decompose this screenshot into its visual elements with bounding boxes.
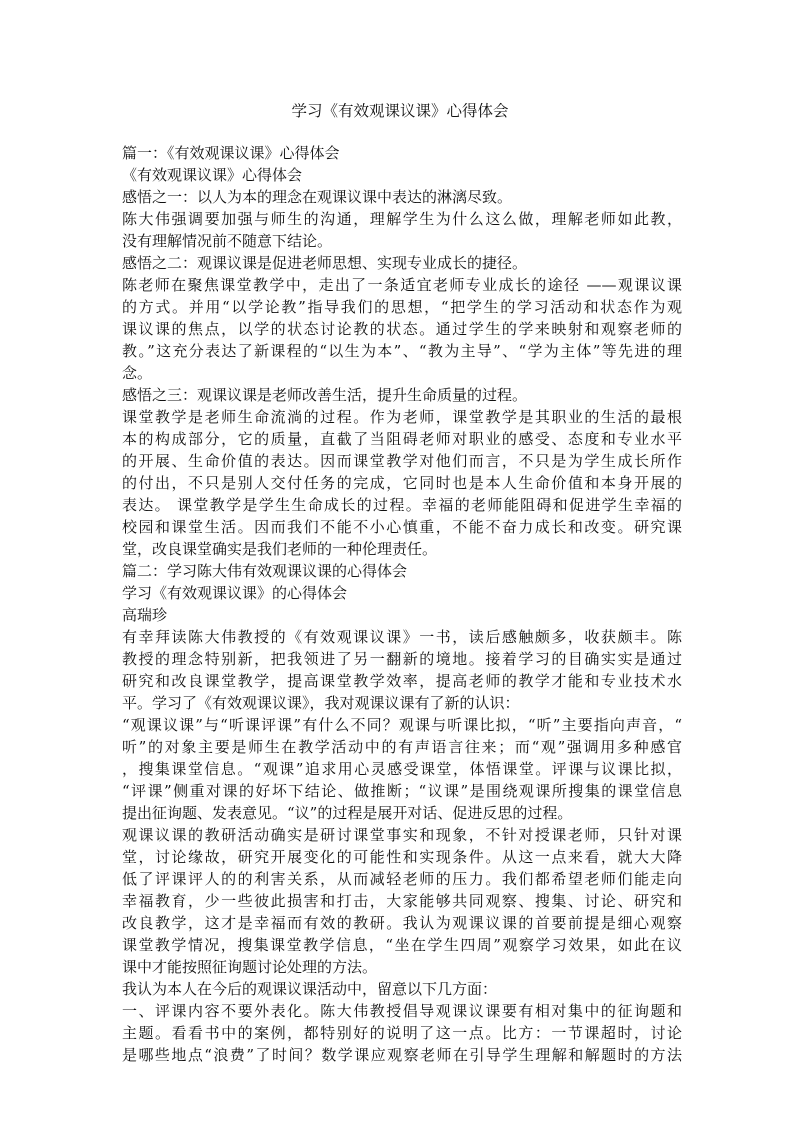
paragraph-line: 课中才能按照征询题讨论处理的方法。 (122, 958, 378, 976)
paragraph-line: 研究和改良课堂教学，提高课堂教学效率，提高老师的教学才能和专业技术水 (122, 672, 682, 690)
paragraph-line: 一、评课内容不要外表化。陈大伟教授倡导观课议课要有相对集中的征询题和 (122, 1002, 682, 1020)
document-body (122, 142, 682, 1066)
heading-part-one: 篇一：《有效观课议课》心得体会 (122, 144, 340, 162)
paragraph-line: 的付出，不只是别人交付任务的完成，它同时也是本人生命价值和本身开展的 (122, 474, 682, 492)
paragraph-line: 校园和课堂生活。因而我们不能不小心慎重，不能不奋力成长和改变。研究课 (122, 518, 682, 536)
paragraph-line: 念。 (122, 364, 153, 382)
paragraph-line: 课堂教学情况，搜集课堂教学信息，“坐在学生四周”观察学习效果，如此在议 (122, 936, 682, 954)
paragraph-line: 听”的对象主要是师生在教学活动中的有声语言往来；而“观”强调用多种感官 (122, 738, 682, 756)
paragraph-line: 的开展、生命价值的表达。因而课堂教学对他们而言，不只是为学生成长所作 (122, 452, 682, 470)
paragraph-line: 平。学习了《有效观课议课》，我对观课议课有了新的认识： (122, 694, 520, 712)
paragraph-line: 堂，改良课堂确实是我们老师的一种伦理责任。 (122, 540, 438, 558)
paragraph-line: 幸福教育，少一些彼此损害和打击，大家能够共同观察、搜集、讨论、研究和 (122, 892, 682, 910)
paragraph-line: ，搜集课堂信息。“观课”追求用心灵感受课堂，体悟课堂。评课与议课比拟， (122, 760, 682, 778)
paragraph-line: 课议课的焦点，以学的状态讨论教的状态。通过学生的学来映射和观察老师的 (122, 320, 682, 338)
paragraph-line: 感悟之二：观课议课是促进老师思想、实现专业成长的捷径。 (122, 254, 528, 272)
subtitle-part-one: 《有效观课议课》心得体会 (122, 166, 303, 184)
heading-part-two: 篇二：学习陈大伟有效观课议课的心得体会 (122, 562, 408, 580)
paragraph-line: 观课议课的教研活动确实是研讨课堂事实和现象，不针对授课老师，只针对课 (122, 826, 682, 844)
paragraph-line: 主题。看看书中的案例，都特别好的说明了这一点。比方：一节课超时，讨论 (122, 1024, 682, 1042)
paragraph-line: 本的构成部分，它的质量，直截了当阻碍老师对职业的感受、态度和专业水平 (122, 430, 682, 448)
paragraph-line: 我认为本人在今后的观课议课活动中，留意以下几方面： (122, 980, 498, 998)
document-title: 学习《有效观课议课》心得体会 (291, 102, 509, 120)
paragraph-line: 是哪些地点“浪费”了时间？数学课应观察老师在引导学生理解和解题时的方法 (122, 1046, 682, 1064)
paragraph-line: 课堂教学是老师生命流淌的过程。作为老师，课堂教学是其职业的生活的最根 (122, 408, 682, 426)
paragraph-line: 陈老师在聚焦课堂教学中，走出了一条适宜老师专业成长的途径 ——观课议课 (122, 276, 682, 294)
paragraph-line: 堂，讨论缘故，研究开展变化的可能性和实现条件。从这一点来看，就大大降 (122, 848, 682, 866)
paragraph-line: 感悟之三：观课议课是老师改善生活，提升生命质量的过程。 (122, 386, 528, 404)
paragraph-line: 没有理解情况前不随意下结论。 (122, 232, 333, 250)
paragraph-line: 有幸拜读陈大伟教授的《有效观课议课》一书，读后感触颇多，收获颇丰。陈 (122, 628, 682, 646)
paragraph-line: 低了评课评人的的利害关系，从而减轻老师的压力。我们都希望老师们能走向 (122, 870, 682, 888)
paragraph-line: 陈大伟强调要加强与师生的沟通，理解学生为什么这么做，理解老师如此教， (122, 210, 682, 228)
paragraph-line: 教。”这充分表达了新课程的“以生为本”、“教为主导”、“学为主体”等先进的理 (122, 342, 682, 360)
paragraph-line: 提出征询题、发表意见。“议”的过程是展开对话、促进反思的过程。 (122, 804, 573, 822)
author-name: 高瑞珍 (122, 606, 168, 624)
paragraph-line: 教授的理念特别新，把我领进了另一翻新的境地。接着学习的目确实实是通过 (122, 650, 682, 668)
paragraph-line: 改良教学，这才是幸福而有效的教研。我认为观课议课的首要前提是细心观察 (122, 914, 682, 932)
paragraph-line: 感悟之一：以人为本的理念在观课议课中表达的淋漓尽致。 (122, 188, 513, 206)
paragraph-line: “评课”侧重对课的好坏下结论、做推断；“议课”是围绕观课所搜集的课堂信息 (122, 782, 682, 800)
paragraph-line: “观课议课”与“听课评课”有什么不同？观课与听课比拟，“听”主要指向声音，“ (122, 716, 682, 734)
paragraph-line: 的方式。并用“以学论教”指导我们的思想，“把学生的学习活动和状态作为观 (122, 298, 682, 316)
subtitle-part-two: 学习《有效观课议课》的心得体会 (122, 584, 348, 602)
paragraph-line: 表达。 课堂教学是学生生命成长的过程。幸福的老师能阻碍和促进学生幸福的 (122, 496, 682, 514)
